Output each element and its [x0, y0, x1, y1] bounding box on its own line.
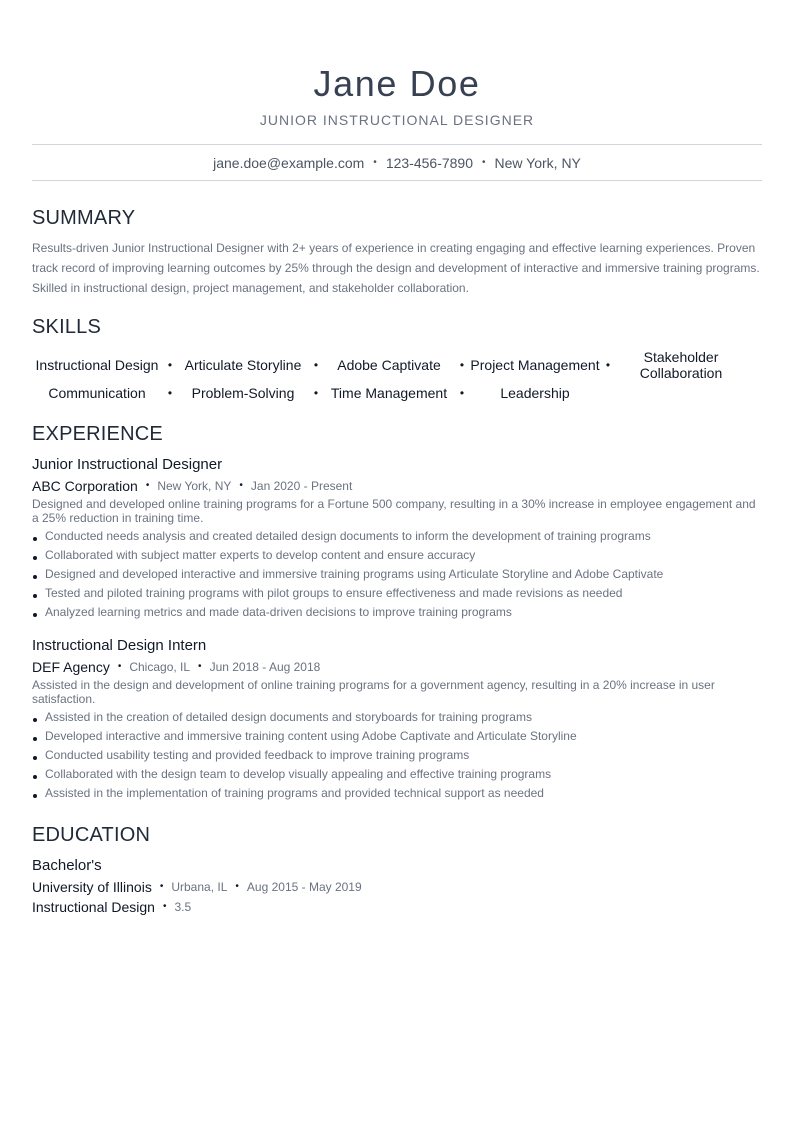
- job-entry: [32, 455, 762, 622]
- list-item: Conducted needs analysis and created detailed design documents to inform the development of training programs: [32, 527, 762, 546]
- job-dates: Jun 2018 - Aug 2018: [209, 660, 321, 674]
- experience-heading: EXPERIENCE: [32, 423, 163, 445]
- separator-dot: •: [459, 358, 465, 372]
- list-item: Assisted in the implementation of training programs and provided technical support as needed: [32, 784, 762, 803]
- job-entry: [32, 636, 762, 803]
- job-dates: Jan 2020 - Present: [250, 479, 353, 493]
- list-item: Collaborated with the design team to develop visually appealing and effective training programs: [32, 765, 762, 784]
- education-heading: EDUCATION: [32, 824, 151, 846]
- skill-item: Project Management: [470, 357, 600, 373]
- candidate-title: JUNIOR INSTRUCTIONAL DESIGNER: [259, 112, 535, 128]
- job-bullets: [32, 527, 762, 622]
- job-description: Assisted in the design and development of online training programs for a government agency, resulting in a 20% increase in user satisfaction.: [32, 678, 715, 706]
- education-section: [32, 823, 762, 916]
- job-title: Junior Instructional Designer: [32, 456, 223, 473]
- job-title: Instructional Design Intern: [32, 637, 207, 654]
- skill-item: Time Management: [330, 385, 448, 401]
- contact-location: New York, NY: [494, 154, 581, 171]
- list-item: Tested and piloted training programs with pilot groups to ensure effectiveness and made revisions as needed: [32, 584, 762, 603]
- skill-item: Stakeholder Collaboration: [639, 349, 723, 381]
- education-dates: Aug 2015 - May 2019: [246, 880, 362, 894]
- separator-dot: •: [239, 480, 243, 491]
- skill-item: Problem-Solving: [191, 385, 295, 401]
- separator-dot: •: [313, 358, 319, 372]
- job-location: New York, NY: [157, 479, 232, 493]
- job-bullets: [32, 708, 762, 803]
- contact-phone[interactable]: 123-456-7890: [385, 154, 473, 171]
- experience-section: [32, 422, 762, 803]
- list-item: Analyzed learning metrics and made data-driven decisions to improve training programs: [32, 603, 762, 622]
- separator-dot: •: [313, 386, 319, 400]
- separator-dot: •: [162, 901, 167, 912]
- skills-list: [32, 349, 762, 401]
- skill-item: Instructional Design: [35, 357, 159, 373]
- separator-dot: •: [482, 157, 486, 168]
- skill-item: Adobe Captivate: [337, 357, 441, 373]
- contact-bar: [32, 144, 762, 181]
- separator-dot: •: [117, 661, 122, 672]
- summary-text: Results-driven Junior Instructional Designer with 2+ years of experience in creating engaging and effective learning experiences. Proven track record of improving learning outcomes by 25% through the design and development of interactive and immersive training programs. Skilled in instructional design, project management, and stakeholder collaboration.: [32, 241, 760, 295]
- job-meta: [32, 478, 762, 494]
- education-location: Urbana, IL: [171, 880, 228, 894]
- list-item: Assisted in the creation of detailed design documents and storyboards for training programs: [32, 708, 762, 727]
- skills-heading: SKILLS: [32, 316, 102, 338]
- list-item: Conducted usability testing and provided feedback to improve training programs: [32, 746, 762, 765]
- job-description: Designed and developed online training programs for a Fortune 500 company, resulting in a 30% increase in employee engagement and a 25% reduction in training time.: [32, 497, 756, 525]
- separator-dot: •: [159, 881, 164, 892]
- job-company: ABC Corporation: [32, 478, 138, 494]
- education-school: University of Illinois: [32, 879, 152, 895]
- skill-item: Communication: [48, 385, 146, 401]
- separator-dot: •: [605, 358, 611, 372]
- separator-dot: •: [459, 386, 465, 400]
- education-school-line: [32, 878, 762, 896]
- education-gpa: 3.5: [174, 900, 192, 914]
- job-meta: [32, 659, 762, 675]
- skill-item: Leadership: [500, 385, 570, 401]
- separator-dot: •: [167, 386, 173, 400]
- job-company: DEF Agency: [32, 659, 110, 675]
- education-field-line: [32, 898, 762, 916]
- separator-dot: •: [373, 157, 377, 168]
- summary-section: [32, 206, 762, 298]
- skills-section: [32, 315, 762, 401]
- list-item: Designed and developed interactive and immersive training programs using Articulate Storyline and Adobe Captivate: [32, 565, 762, 584]
- list-item: Collaborated with subject matter experts to develop content and ensure accuracy: [32, 546, 762, 565]
- separator-dot: •: [145, 480, 150, 491]
- separator-dot: •: [235, 881, 239, 892]
- separator-dot: •: [198, 661, 202, 672]
- candidate-name: Jane Doe: [313, 63, 481, 104]
- job-location: Chicago, IL: [129, 660, 191, 674]
- separator-dot: •: [167, 358, 173, 372]
- education-field: Instructional Design: [32, 899, 155, 915]
- education-degree: Bachelor's: [32, 857, 102, 874]
- skill-item: Articulate Storyline: [184, 357, 302, 373]
- list-item: Developed interactive and immersive training content using Adobe Captivate and Articulate Storyline: [32, 727, 762, 746]
- contact-email[interactable]: jane.doe@example.com: [213, 154, 365, 171]
- summary-heading: SUMMARY: [32, 207, 136, 229]
